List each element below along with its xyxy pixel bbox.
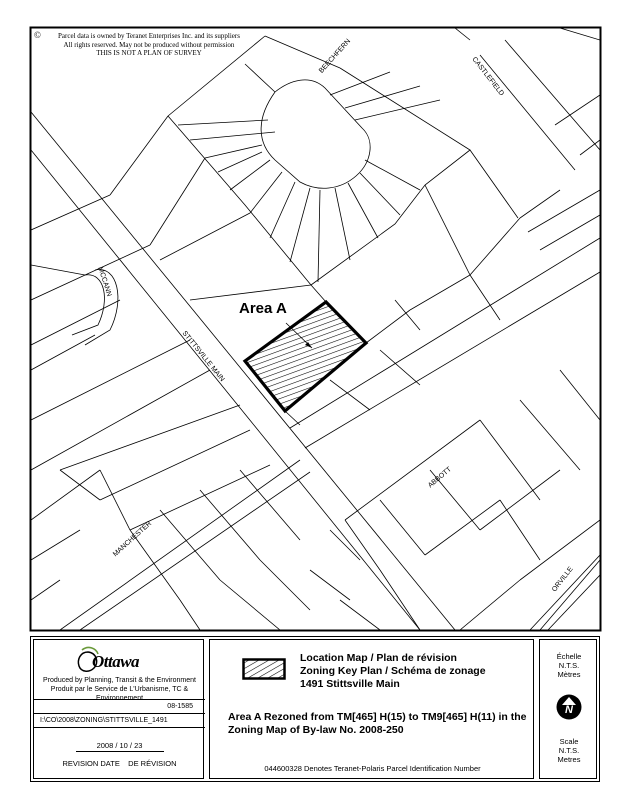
street-label-mccann: MCCANN <box>96 266 113 298</box>
revision-label: REVISION DATE DE RÉVISION <box>62 759 177 768</box>
file-number: 08-1585 <box>167 703 193 710</box>
revision-date: 2008 / 10 / 23 <box>96 741 143 750</box>
parcel-note: 044600328 Denotes Teranet-Polaris Parcel Identification Number <box>264 764 481 773</box>
copyright-line-2: All rights reserved. May not be produced without permission <box>63 40 235 49</box>
area-a-label: Area A <box>239 300 287 317</box>
north-letter: N <box>565 704 573 716</box>
produced-en: Produced by Planning, Transit & the Environment <box>43 677 196 684</box>
map-title-line-1: Location Map / Plan de révision <box>300 652 457 664</box>
copyright-line-3: THIS IS NOT A PLAN OF SURVEY <box>96 49 202 57</box>
copyright-line-1: Parcel data is owned by Teranet Enterprises Inc. and its suppliers <box>58 32 240 40</box>
scale-fr-label: Échelle <box>556 652 582 661</box>
date-underline <box>76 751 164 752</box>
scale-panel <box>539 639 597 779</box>
producer-panel <box>33 639 204 779</box>
map-title-line-2: Zoning Key Plan / Schéma de zonage <box>300 665 486 677</box>
street-label-orville: ORVILLE <box>551 565 575 594</box>
street-label-manchester: MANCHESTER <box>112 520 154 559</box>
scale-en-label: Scale <box>559 737 579 746</box>
ottawa-logo <box>74 646 164 676</box>
produced-fr: Produit par le Service de L'Urbanisme, TC & Environnement <box>50 686 189 702</box>
title-panel <box>209 639 534 779</box>
scale-en-unit: Metres <box>557 755 581 764</box>
file-path: I:\CO\2008\ZONING\STITTSVILLE_1491 <box>40 717 168 724</box>
rezoning-description: Area A Rezoned from TM[465] H(15) to TM9[465] H(11) in the Zoning Map of By-law No. 2008-250 <box>228 711 527 736</box>
north-arrow-icon <box>556 694 582 720</box>
copyright-icon: © <box>34 30 41 40</box>
map-title-line-3: 1491 Stittsville Main <box>300 678 400 690</box>
divider-2 <box>34 713 205 714</box>
divider-1 <box>34 699 205 700</box>
scale-fr-value: N.T.S. <box>558 661 580 670</box>
legend-hatch-swatch <box>242 658 286 680</box>
street-label-abbott: ABBOTT <box>427 465 453 490</box>
copyright-notice <box>34 32 264 58</box>
scale-fr-unit: Mètres <box>557 670 581 679</box>
street-label-stittsville-main: STITTSVILLE MAIN <box>180 330 226 384</box>
scale-en-value: N.T.S. <box>558 746 580 755</box>
divider-3 <box>34 727 205 728</box>
street-label-beechfern: BEECHFERN <box>318 37 353 75</box>
logo-text: Ottawa <box>92 652 140 671</box>
street-label-castlefield: CASTLEFIELD <box>470 56 505 98</box>
